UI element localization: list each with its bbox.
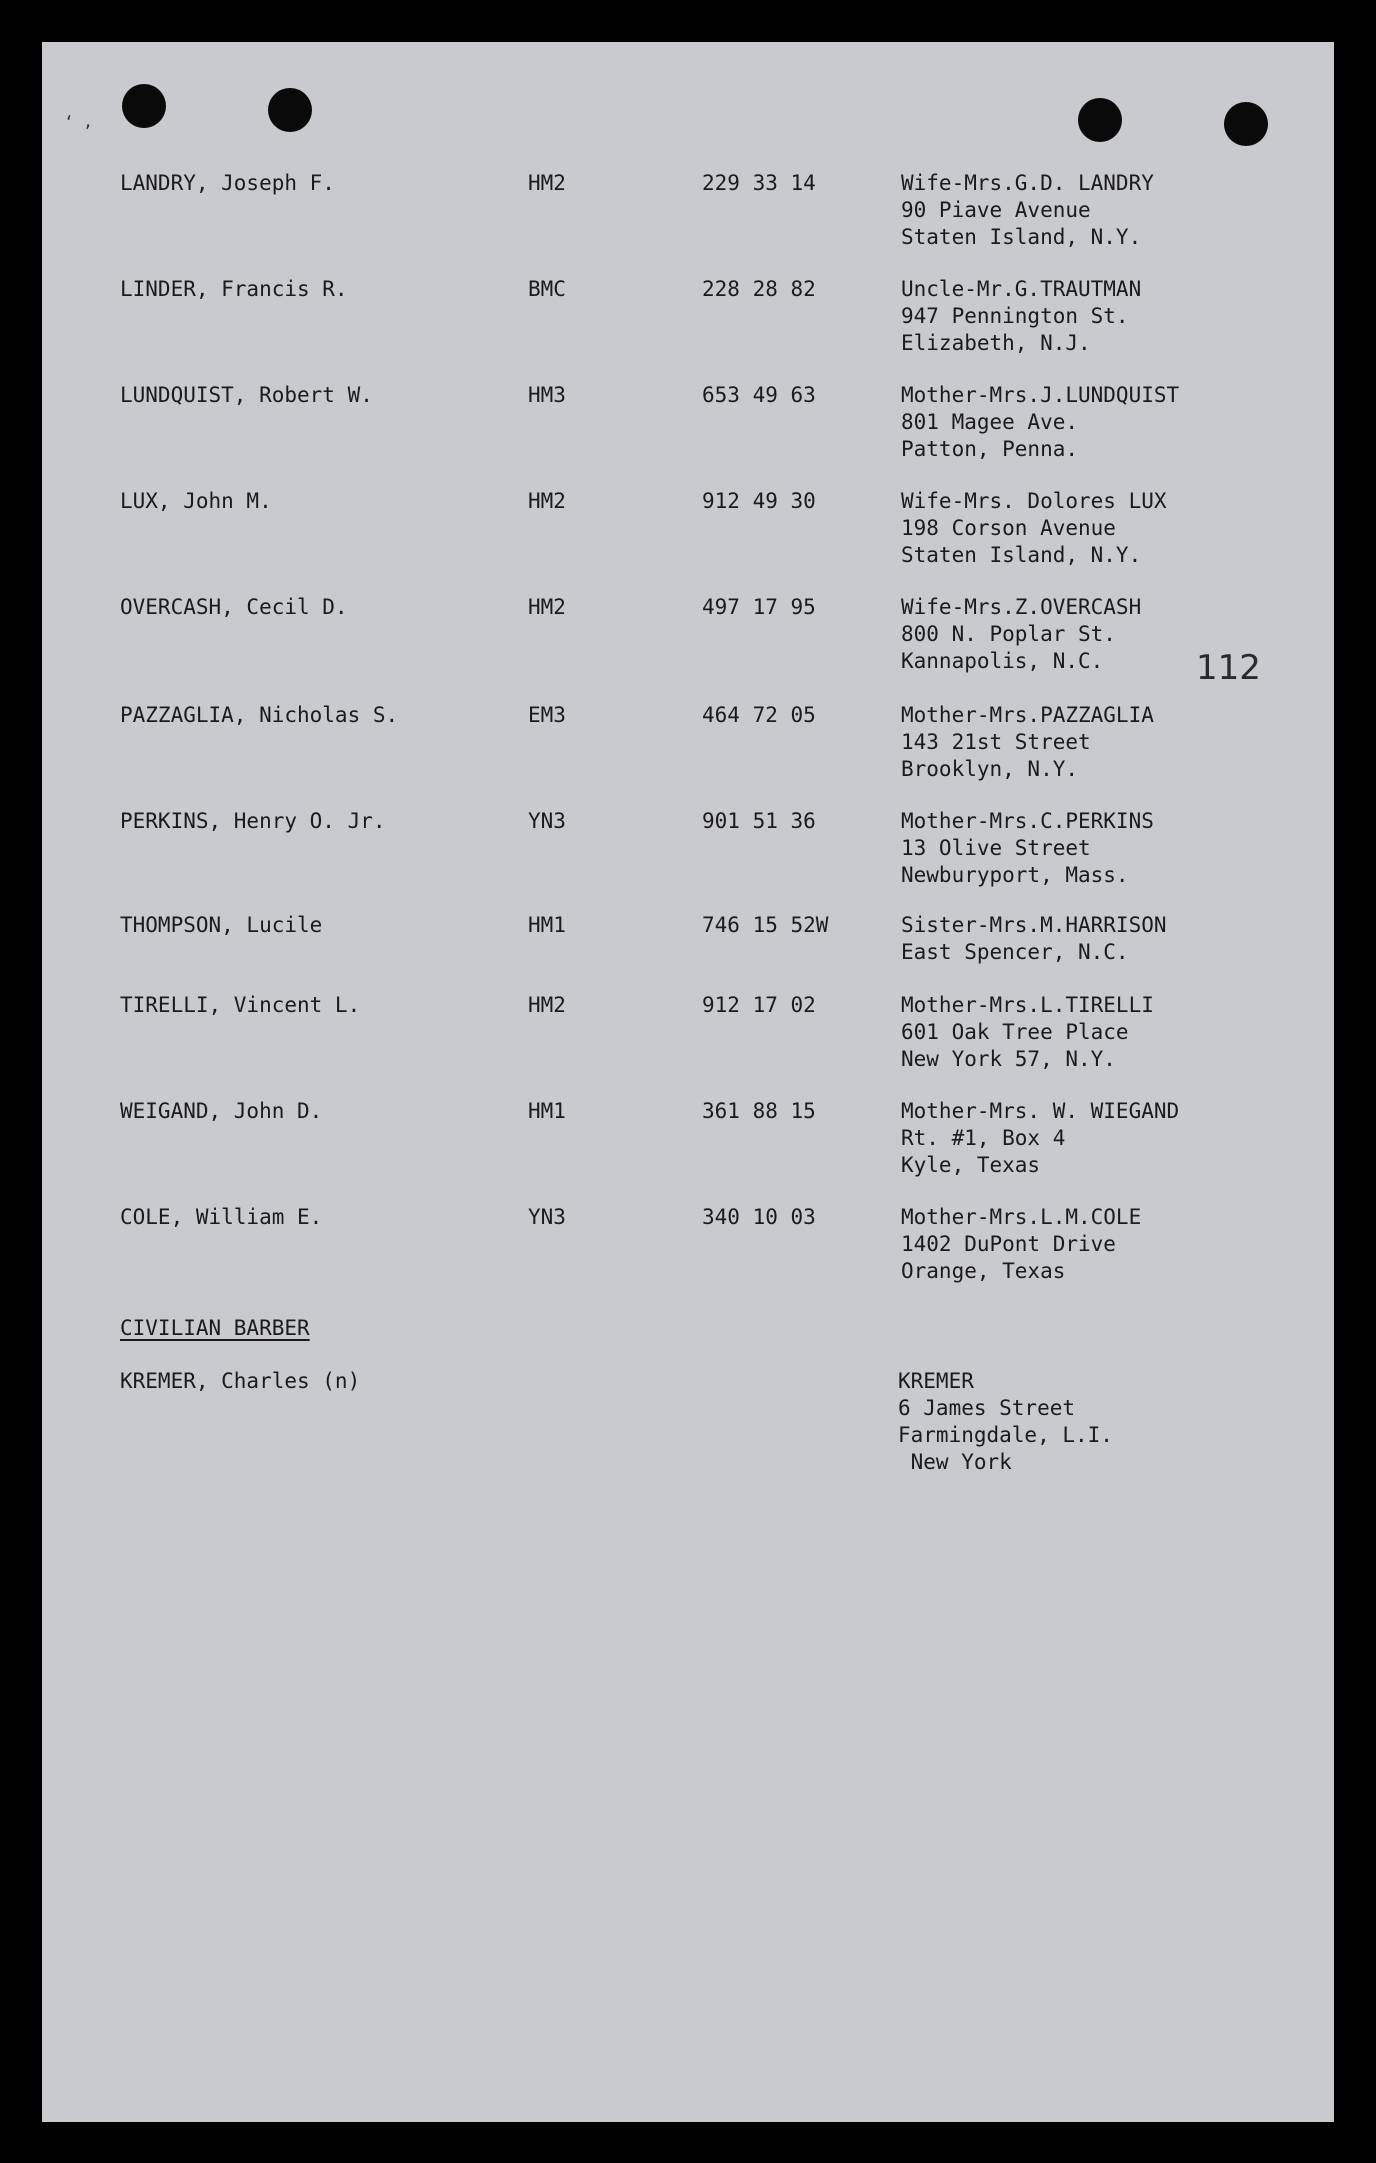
address-line: Patton, Penna. — [901, 437, 1079, 461]
address-line: New York 57, N.Y. — [901, 1047, 1116, 1071]
address-line: 601 Oak Tree Place — [901, 1020, 1129, 1044]
civilian-address-line: 6 James Street — [898, 1396, 1076, 1420]
civilian-section-heading: CIVILIAN BARBER — [120, 1316, 310, 1340]
address-line: 143 21st Street — [901, 730, 1091, 754]
address-line: 800 N. Poplar St. — [901, 622, 1116, 646]
crew-service-number: 229 33 14 — [702, 171, 816, 195]
crew-rate: HM2 — [528, 489, 566, 513]
civilian-row — [42, 1368, 1334, 1474]
punch-hole-right-1 — [1078, 98, 1122, 142]
crew-rate: HM2 — [528, 993, 566, 1017]
crew-next-of-kin-address — [901, 992, 1154, 1073]
crew-rate: HM2 — [528, 595, 566, 619]
address-line: Mother-Mrs.PAZZAGLIA — [901, 703, 1154, 727]
crew-name: LANDRY, Joseph F. — [120, 171, 335, 195]
address-line: East Spencer, N.C. — [901, 940, 1129, 964]
crew-rate: BMC — [528, 277, 566, 301]
civilian-address-line: KREMER — [898, 1369, 974, 1393]
crew-row — [42, 276, 1334, 376]
address-line: Wife-Mrs.G.D. LANDRY — [901, 171, 1154, 195]
crew-name: WEIGAND, John D. — [120, 1099, 323, 1123]
address-line: Kyle, Texas — [901, 1153, 1041, 1177]
civilian-address-line: Farmingdale, L.I. — [898, 1423, 1113, 1447]
crew-rate: YN3 — [528, 809, 566, 833]
crew-next-of-kin-address — [901, 1098, 1179, 1179]
civilian-address-line: New York — [898, 1450, 1012, 1474]
address-line: Kannapolis, N.C. — [901, 649, 1104, 673]
crew-row — [42, 992, 1334, 1092]
crew-next-of-kin-address — [901, 488, 1167, 569]
crew-service-number: 464 72 05 — [702, 703, 816, 727]
crew-row — [42, 1204, 1334, 1304]
address-line: Wife-Mrs.Z.OVERCASH — [901, 595, 1142, 619]
crew-row — [42, 702, 1334, 802]
address-line: Staten Island, N.Y. — [901, 543, 1142, 567]
address-line: Mother-Mrs.J.LUNDQUIST — [901, 383, 1180, 407]
address-line: Mother-Mrs.C.PERKINS — [901, 809, 1154, 833]
address-line: Sister-Mrs.M.HARRISON — [901, 913, 1167, 937]
crew-name: LUNDQUIST, Robert W. — [120, 383, 373, 407]
crew-rate: YN3 — [528, 1205, 566, 1229]
address-line: Wife-Mrs. Dolores LUX — [901, 489, 1167, 513]
crew-name: PERKINS, Henry O. Jr. — [120, 809, 386, 833]
civilian-name: KREMER, Charles (n) — [120, 1369, 361, 1393]
crew-service-number: 912 17 02 — [702, 993, 816, 1017]
address-line: Rt. #1, Box 4 — [901, 1126, 1066, 1150]
address-line: Staten Island, N.Y. — [901, 225, 1142, 249]
crew-next-of-kin-address — [901, 808, 1154, 889]
crew-next-of-kin-address — [901, 382, 1179, 463]
crew-name: COLE, William E. — [120, 1205, 323, 1229]
punch-hole-left-2 — [268, 88, 312, 132]
crew-name: THOMPSON, Lucile — [120, 913, 323, 937]
address-line: Brooklyn, N.Y. — [901, 757, 1079, 781]
crew-rate: HM1 — [528, 1099, 566, 1123]
crew-service-number: 497 17 95 — [702, 595, 816, 619]
crew-row — [42, 382, 1334, 482]
punch-hole-right-2 — [1224, 102, 1268, 146]
crew-row — [42, 1098, 1334, 1198]
crew-service-number: 746 15 52W — [702, 913, 829, 937]
crew-name: PAZZAGLIA, Nicholas S. — [120, 703, 399, 727]
address-line: 801 Magee Ave. — [901, 410, 1079, 434]
crew-rate: HM1 — [528, 913, 566, 937]
crew-next-of-kin-address — [901, 1204, 1141, 1285]
address-line: 198 Corson Avenue — [901, 516, 1116, 540]
crew-row — [42, 488, 1334, 588]
address-line: Newburyport, Mass. — [901, 863, 1129, 887]
crew-name: LUX, John M. — [120, 489, 272, 513]
address-line: Mother-Mrs.L.M.COLE — [901, 1205, 1142, 1229]
address-line: 90 Piave Avenue — [901, 198, 1091, 222]
crew-row — [42, 594, 1334, 694]
crew-name: TIRELLI, Vincent L. — [120, 993, 361, 1017]
crew-service-number: 361 88 15 — [702, 1099, 816, 1123]
address-line: Mother-Mrs. W. WIEGAND — [901, 1099, 1180, 1123]
crew-next-of-kin-address — [901, 702, 1154, 783]
crew-rate: HM3 — [528, 383, 566, 407]
civilian-address — [898, 1368, 1113, 1476]
crew-rate: HM2 — [528, 171, 566, 195]
crew-name: LINDER, Francis R. — [120, 277, 348, 301]
crew-name: OVERCASH, Cecil D. — [120, 595, 348, 619]
address-line: Uncle-Mr.G.TRAUTMAN — [901, 277, 1142, 301]
crew-row — [42, 170, 1334, 270]
crew-service-number: 653 49 63 — [702, 383, 816, 407]
scan-specks: ‘ ‚ — [64, 112, 93, 131]
crew-next-of-kin-address — [901, 594, 1141, 675]
crew-next-of-kin-address — [901, 276, 1141, 357]
crew-service-number: 228 28 82 — [702, 277, 816, 301]
crew-rate: EM3 — [528, 703, 566, 727]
page-number: 112 — [1196, 648, 1261, 688]
document-page — [42, 42, 1334, 2122]
crew-row — [42, 808, 1334, 908]
crew-service-number: 901 51 36 — [702, 809, 816, 833]
address-line: Elizabeth, N.J. — [901, 331, 1091, 355]
address-line: 13 Olive Street — [901, 836, 1091, 860]
address-line: 947 Pennington St. — [901, 304, 1129, 328]
crew-service-number: 912 49 30 — [702, 489, 816, 513]
address-line: 1402 DuPont Drive — [901, 1232, 1116, 1256]
crew-next-of-kin-address — [901, 170, 1154, 251]
address-line: Orange, Texas — [901, 1259, 1066, 1283]
crew-next-of-kin-address — [901, 912, 1167, 966]
address-line: Mother-Mrs.L.TIRELLI — [901, 993, 1154, 1017]
crew-service-number: 340 10 03 — [702, 1205, 816, 1229]
punch-hole-left-1 — [122, 84, 166, 128]
